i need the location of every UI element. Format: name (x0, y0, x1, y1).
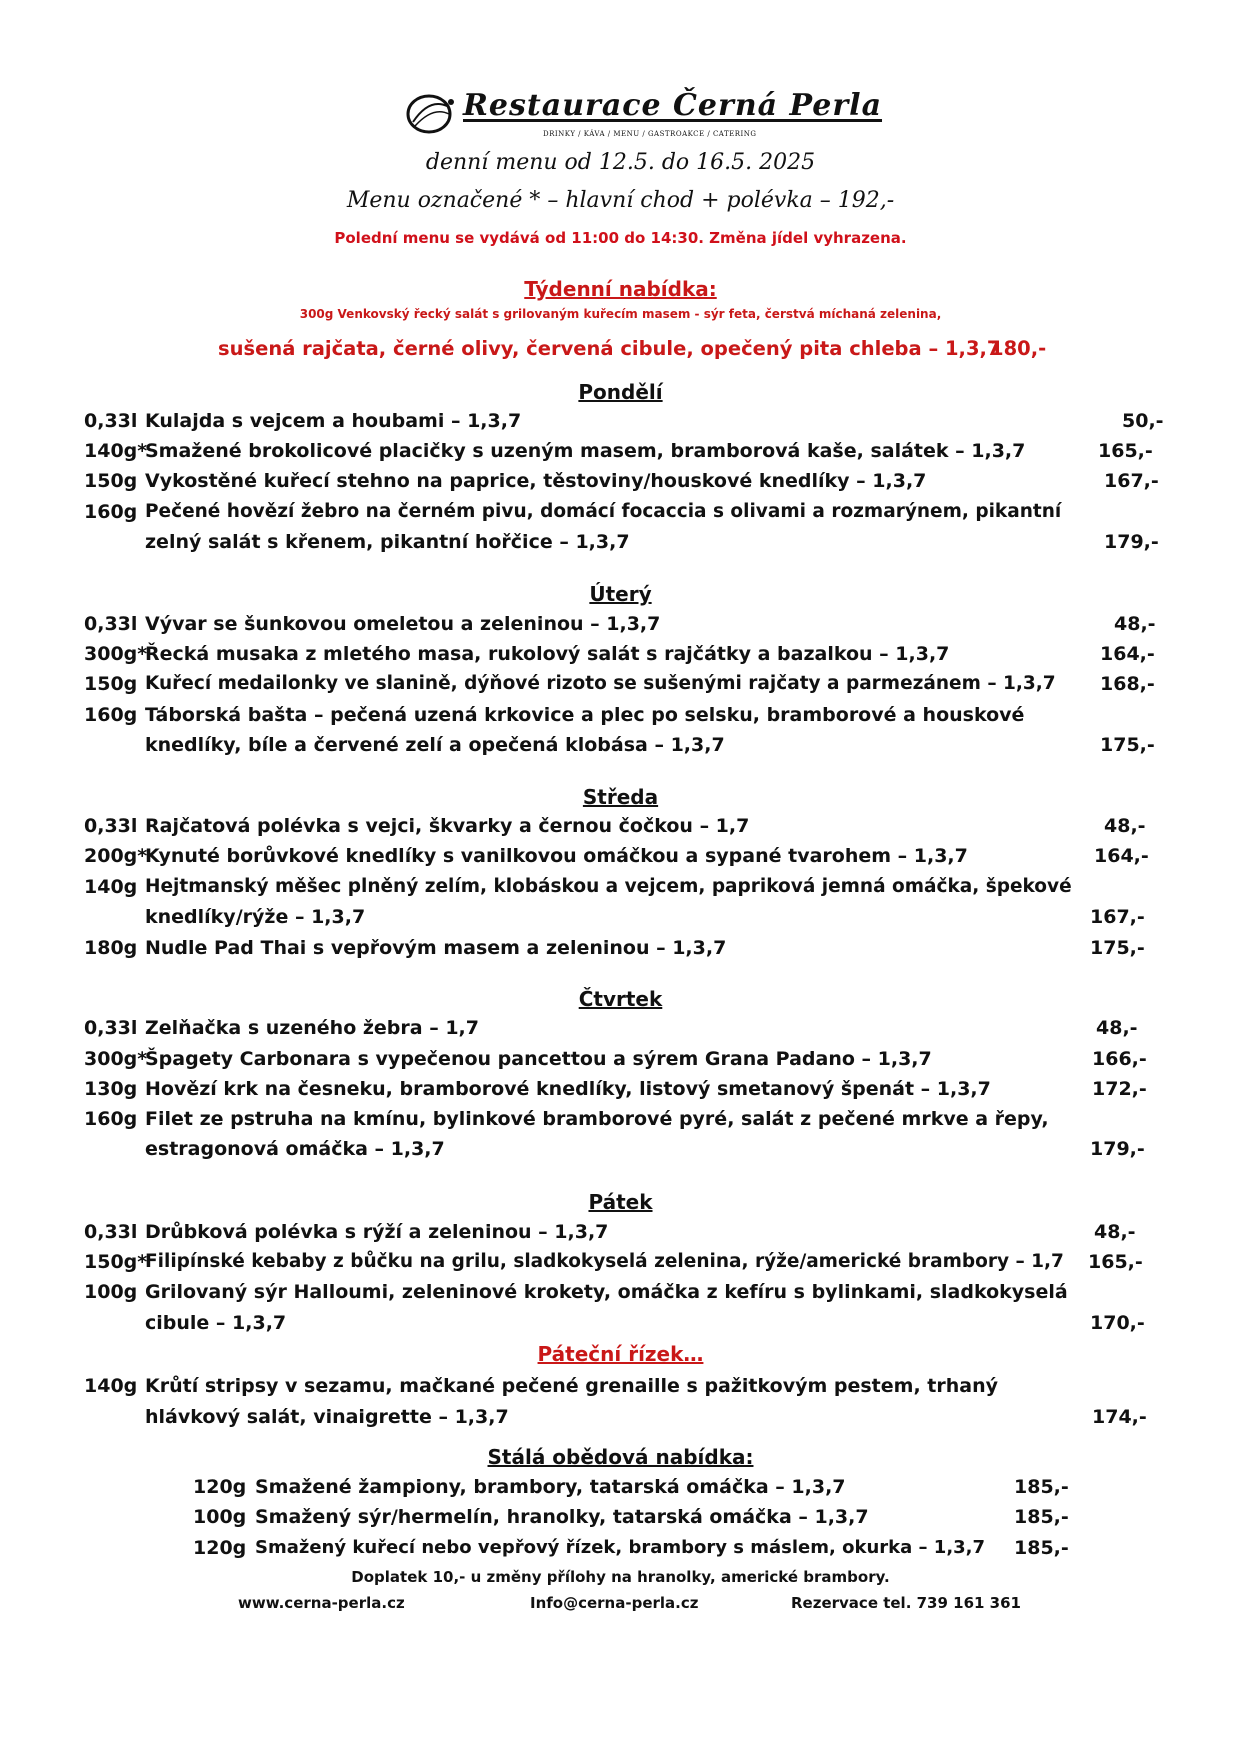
item-quantity: 160g (84, 704, 138, 726)
item-price: 48,- (1114, 613, 1156, 635)
item-price: 185,- (1014, 1537, 1069, 1559)
pearl-shell-logo-icon (405, 92, 457, 136)
item-description: Filet ze pstruha na kmínu, bylinkové bramborové pyré, salát z pečené mrkve a řepy, (145, 1108, 1049, 1130)
item-price: 170,- (1090, 1312, 1145, 1334)
item-price: 175,- (1100, 734, 1155, 756)
menu-item (0, 937, 1241, 965)
item-description-continued: hlávkový salát, vinaigrette – 1,3,7 (145, 1406, 509, 1428)
menu-item (0, 1108, 1241, 1136)
item-quantity: 300g* (84, 1048, 148, 1070)
item-price: 185,- (1014, 1506, 1069, 1528)
item-price: 164,- (1100, 643, 1155, 665)
day-heading: Pondělí (578, 380, 663, 404)
item-description: Drůbková polévka s rýží a zeleninou – 1,3,7 (145, 1221, 609, 1243)
item-description: Hejtmanský měšec plněný zelím, klobáskou a vejcem, papriková jemná omáčka, špekové (145, 876, 1072, 897)
item-description: Krůtí stripsy v sezamu, mačkané pečené grenaille s pažitkovým pestem, trhaný (145, 1375, 998, 1397)
menu-item (0, 501, 1241, 529)
day-heading: Čtvrtek (578, 987, 663, 1011)
item-price: 167,- (1104, 470, 1159, 492)
menu-item-continued (0, 1406, 1241, 1434)
menu-item (0, 1221, 1241, 1249)
item-quantity: 0,33l (84, 1017, 138, 1039)
day-heading: Úterý (589, 582, 652, 606)
menu-item (0, 470, 1241, 498)
item-description: Špagety Carbonara s vypečenou pancettou a sýrem Grana Padano – 1,3,7 (145, 1048, 932, 1070)
menu-item (0, 704, 1241, 732)
item-description: Kuřecí medailonky ve slanině, dýňové rizoto se sušenými rajčaty a parmezánem – 1,3,7 (145, 673, 1056, 694)
logo-title: Restaurace Černá Perla (463, 88, 883, 123)
menu-item (0, 673, 1241, 701)
weekly-offer-line: sušená rajčata, černé olivy, červená cibule, opečený pita chleba – 1,3,7 (218, 337, 1001, 360)
item-quantity: 100g (193, 1506, 247, 1528)
item-quantity: 0,33l (84, 410, 138, 432)
menu-item (0, 1251, 1241, 1279)
fixed-menu-item (0, 1506, 1241, 1534)
item-quantity: 180g (84, 937, 138, 959)
item-description: Grilovaný sýr Halloumi, zeleninové krokety, omáčka z kefíru s bylinkami, sladkokyselá (145, 1281, 1068, 1303)
fixed-offer-title: Stálá obědová nabídka: (487, 1445, 754, 1469)
menu-period: denní menu od 12.5. do 16.5. 2025 (425, 150, 816, 175)
menu-item (0, 1078, 1241, 1106)
weekly-offer-title: Týdenní nabídka: (524, 277, 717, 301)
menu-item-continued (0, 906, 1241, 934)
item-quantity: 160g (84, 501, 138, 523)
item-price: 185,- (1014, 1476, 1069, 1498)
item-price: 172,- (1092, 1078, 1147, 1100)
item-quantity: 140g (84, 876, 138, 898)
friday-special-title: Páteční řízek… (537, 1342, 704, 1366)
menu-item (0, 1048, 1241, 1076)
item-description: Rajčatová polévka s vejci, škvarky a černou čočkou – 1,7 (145, 815, 750, 837)
item-quantity: 140g (84, 1375, 138, 1397)
menu-item (0, 815, 1241, 843)
fixed-menu-item (0, 1476, 1241, 1504)
item-description-continued: knedlíky, bíle a červené zelí a opečená klobása – 1,3,7 (145, 734, 725, 756)
item-description: Kulajda s vejcem a houbami – 1,3,7 (145, 410, 522, 432)
menu-item (0, 1017, 1241, 1045)
item-quantity: 0,33l (84, 815, 138, 837)
item-quantity: 140g* (84, 440, 148, 462)
item-description: Táborská bašta – pečená uzená krkovice a plec po selsku, bramborové a houskové (145, 704, 1025, 726)
menu-item (0, 1375, 1241, 1403)
website-link[interactable]: www.cerna-perla.cz (238, 1594, 405, 1612)
item-price: 48,- (1094, 1221, 1136, 1243)
menu-item-continued (0, 531, 1241, 559)
item-price: 166,- (1092, 1048, 1147, 1070)
email-link[interactable]: Info@cerna-perla.cz (530, 1594, 699, 1612)
item-description-continued: cibule – 1,3,7 (145, 1312, 287, 1334)
menu-item (0, 845, 1241, 873)
menu-item (0, 613, 1241, 641)
item-price: 175,- (1090, 937, 1145, 959)
item-description: Filipínské kebaby z bůčku na grilu, sladkokyselá zelenina, rýže/americké brambory – 1,7 (145, 1251, 1064, 1272)
item-quantity: 100g (84, 1281, 138, 1303)
item-quantity: 0,33l (84, 1221, 138, 1243)
weekly-offer-price: 180,- (990, 337, 1047, 360)
item-quantity: 0,33l (84, 613, 138, 635)
item-quantity: 160g (84, 1108, 138, 1130)
item-price: 179,- (1090, 1138, 1145, 1160)
item-quantity: 120g (193, 1476, 247, 1498)
item-description: Smažený sýr/hermelín, hranolky, tatarská omáčka – 1,3,7 (255, 1506, 869, 1528)
item-description-continued: estragonová omáčka – 1,3,7 (145, 1138, 445, 1160)
item-price: 168,- (1100, 673, 1155, 695)
menu-item (0, 1281, 1241, 1309)
item-price: 48,- (1104, 815, 1146, 837)
lunch-hours-notice: Polední menu se vydává od 11:00 do 14:30. Změna jídel vyhrazena. (334, 229, 907, 247)
menu-item (0, 643, 1241, 671)
day-heading: Středa (582, 785, 659, 809)
item-quantity: 150g* (84, 1251, 148, 1273)
item-description-continued: zelný salát s křenem, pikantní hořčice – 1,3,7 (145, 531, 630, 553)
item-description: Řecká musaka z mletého masa, rukolový salát s rajčátky a bazalkou – 1,3,7 (145, 643, 950, 665)
menu-item-continued (0, 1138, 1241, 1166)
item-description: Hovězí krk na česneku, bramborové knedlíky, listový smetanový špenát – 1,3,7 (145, 1078, 991, 1100)
item-description: Vykostěné kuřecí stehno na paprice, těstoviny/houskové knedlíky – 1,3,7 (145, 470, 927, 492)
menu-item (0, 440, 1241, 468)
side-dish-surcharge-note: Doplatek 10,- u změny přílohy na hranolky, americké brambory. (351, 1568, 890, 1586)
item-price: 167,- (1090, 906, 1145, 928)
item-description: Pečené hovězí žebro na černém pivu, domácí focaccia s olivami a rozmarýnem, pikantní (145, 501, 1062, 522)
weekly-offer-line: 300g Venkovský řecký salát s grilovaným kuřecím masem - sýr feta, čerstvá míchaná zelenina, (299, 307, 942, 321)
item-price: 165,- (1098, 440, 1153, 462)
item-price: 165,- (1088, 1251, 1143, 1273)
menu-item-continued (0, 1312, 1241, 1340)
item-description: Smažený kuřecí nebo vepřový řízek, brambory s máslem, okurka – 1,3,7 (255, 1537, 986, 1558)
item-quantity: 150g (84, 470, 138, 492)
item-description-continued: knedlíky/rýže – 1,3,7 (145, 906, 366, 928)
item-description: Smažené brokolicové placičky s uzeným masem, bramborová kaše, salátek – 1,3,7 (145, 440, 1026, 462)
menu-item (0, 410, 1241, 438)
item-quantity: 130g (84, 1078, 138, 1100)
item-quantity: 300g* (84, 643, 148, 665)
item-price: 174,- (1092, 1406, 1147, 1428)
item-description: Smažené žampiony, brambory, tatarská omáčka – 1,3,7 (255, 1476, 846, 1498)
menu-item-continued (0, 734, 1241, 762)
restaurant-logo (405, 88, 885, 150)
logo-tagline: DRINKY / KÁVA / MENU / GASTROAKCE / CATERING (543, 130, 757, 138)
item-price: 179,- (1104, 531, 1159, 553)
day-heading: Pátek (588, 1190, 653, 1214)
menu-item (0, 876, 1241, 904)
fixed-menu-item (0, 1537, 1241, 1565)
item-description: Kynuté borůvkové knedlíky s vanilkovou omáčkou a sypané tvarohem – 1,3,7 (145, 845, 968, 867)
item-price: 48,- (1096, 1017, 1138, 1039)
reservation-phone: Rezervace tel. 739 161 361 (791, 1594, 1021, 1612)
item-description: Vývar se šunkovou omeletou a zeleninou – 1,3,7 (145, 613, 661, 635)
item-quantity: 150g (84, 673, 138, 695)
item-quantity: 120g (193, 1537, 247, 1559)
menu-combo-offer: Menu označené * – hlavní chod + polévka – 192,- (346, 188, 895, 213)
item-description: Zelňačka s uzeného žebra – 1,7 (145, 1017, 479, 1039)
item-price: 164,- (1094, 845, 1149, 867)
item-description: Nudle Pad Thai s vepřovým masem a zeleninou – 1,3,7 (145, 937, 727, 959)
item-price: 50,- (1122, 410, 1164, 432)
item-quantity: 200g* (84, 845, 148, 867)
